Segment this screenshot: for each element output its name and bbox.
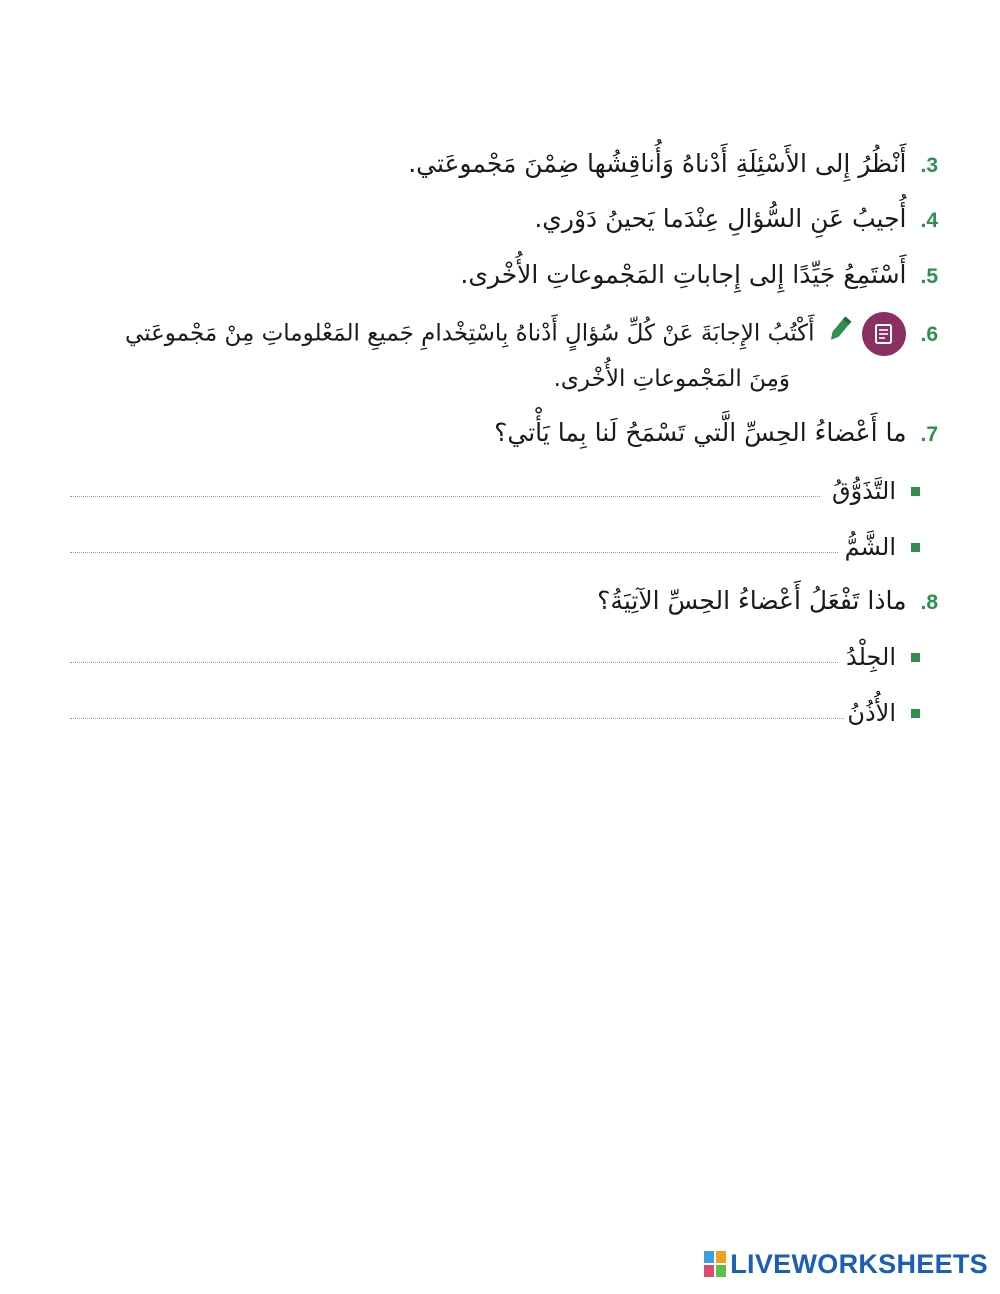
item-6-continuation: وَمِنَ المَجْموعاتِ الأُخْرى. bbox=[553, 366, 790, 392]
answer-row-smell bbox=[70, 530, 920, 564]
item-8 bbox=[597, 584, 938, 620]
pencil-icon bbox=[826, 314, 854, 354]
item-number: .3 bbox=[920, 154, 938, 177]
answer-input-line[interactable] bbox=[70, 496, 820, 497]
book-write-icon bbox=[862, 312, 906, 356]
liveworksheets-logo[interactable] bbox=[704, 1248, 988, 1280]
item-3 bbox=[408, 147, 938, 183]
answer-input-line[interactable] bbox=[70, 552, 838, 553]
item-4 bbox=[534, 202, 938, 238]
answer-row-ear bbox=[70, 696, 920, 730]
answer-label: الجِلْدُ bbox=[845, 643, 896, 671]
bullet-square bbox=[911, 487, 920, 496]
bullet-square bbox=[911, 653, 920, 662]
item-text: ما أَعْضاءُ الحِسِّ الَّتي تَسْمَحُ لَنا بِما يَأْتي؟ bbox=[494, 418, 907, 447]
item-5 bbox=[460, 258, 938, 294]
item-7 bbox=[494, 416, 938, 452]
bullet-square bbox=[911, 543, 920, 552]
bullet-square bbox=[911, 709, 920, 718]
answer-label: الأُذُنُ bbox=[847, 699, 896, 727]
item-text: أَنْظُرُ إِلى الأَسْئِلَةِ أَدْناهُ وَأُناقِشُها ضِمْنَ مَجْموعَتي. bbox=[408, 149, 907, 178]
item-text: أَكْتُبُ الإِجابَةَ عَنْ كُلِّ سُؤالٍ أَدْناهُ بِاسْتِخْدامِ جَميعِ المَعْلوماتِ مِنْ مَجْموعَتي bbox=[124, 320, 815, 347]
answer-label: الشَّمُّ bbox=[844, 533, 896, 561]
item-number: .4 bbox=[920, 209, 938, 232]
item-number: .8 bbox=[920, 591, 938, 614]
item-number: .6 bbox=[920, 322, 938, 346]
answer-label: التَّذَوُّقُ bbox=[831, 477, 896, 505]
item-text: أُجيبُ عَنِ السُّؤالِ عِنْدَما يَحينُ دَوْري. bbox=[534, 204, 907, 233]
item-text: أَسْتَمِعُ جَيِّدًا إِلى إِجاباتِ المَجْموعاتِ الأُخْرى. bbox=[460, 260, 907, 289]
answer-row-skin bbox=[70, 640, 920, 674]
logo-mark-icon bbox=[704, 1251, 726, 1277]
item-number: .7 bbox=[920, 423, 938, 446]
logo-text: LIVEWORKSHEETS bbox=[730, 1248, 988, 1279]
answer-input-line[interactable] bbox=[70, 718, 844, 719]
item-6 bbox=[125, 312, 938, 356]
item-number: .5 bbox=[920, 265, 938, 288]
item-text: ماذا تَفْعَلُ أَعْضاءُ الحِسِّ الآتِيَةُ؟ bbox=[597, 586, 907, 615]
answer-row-taste bbox=[70, 474, 920, 508]
activity-icons bbox=[826, 312, 906, 356]
answer-input-line[interactable] bbox=[70, 662, 838, 663]
